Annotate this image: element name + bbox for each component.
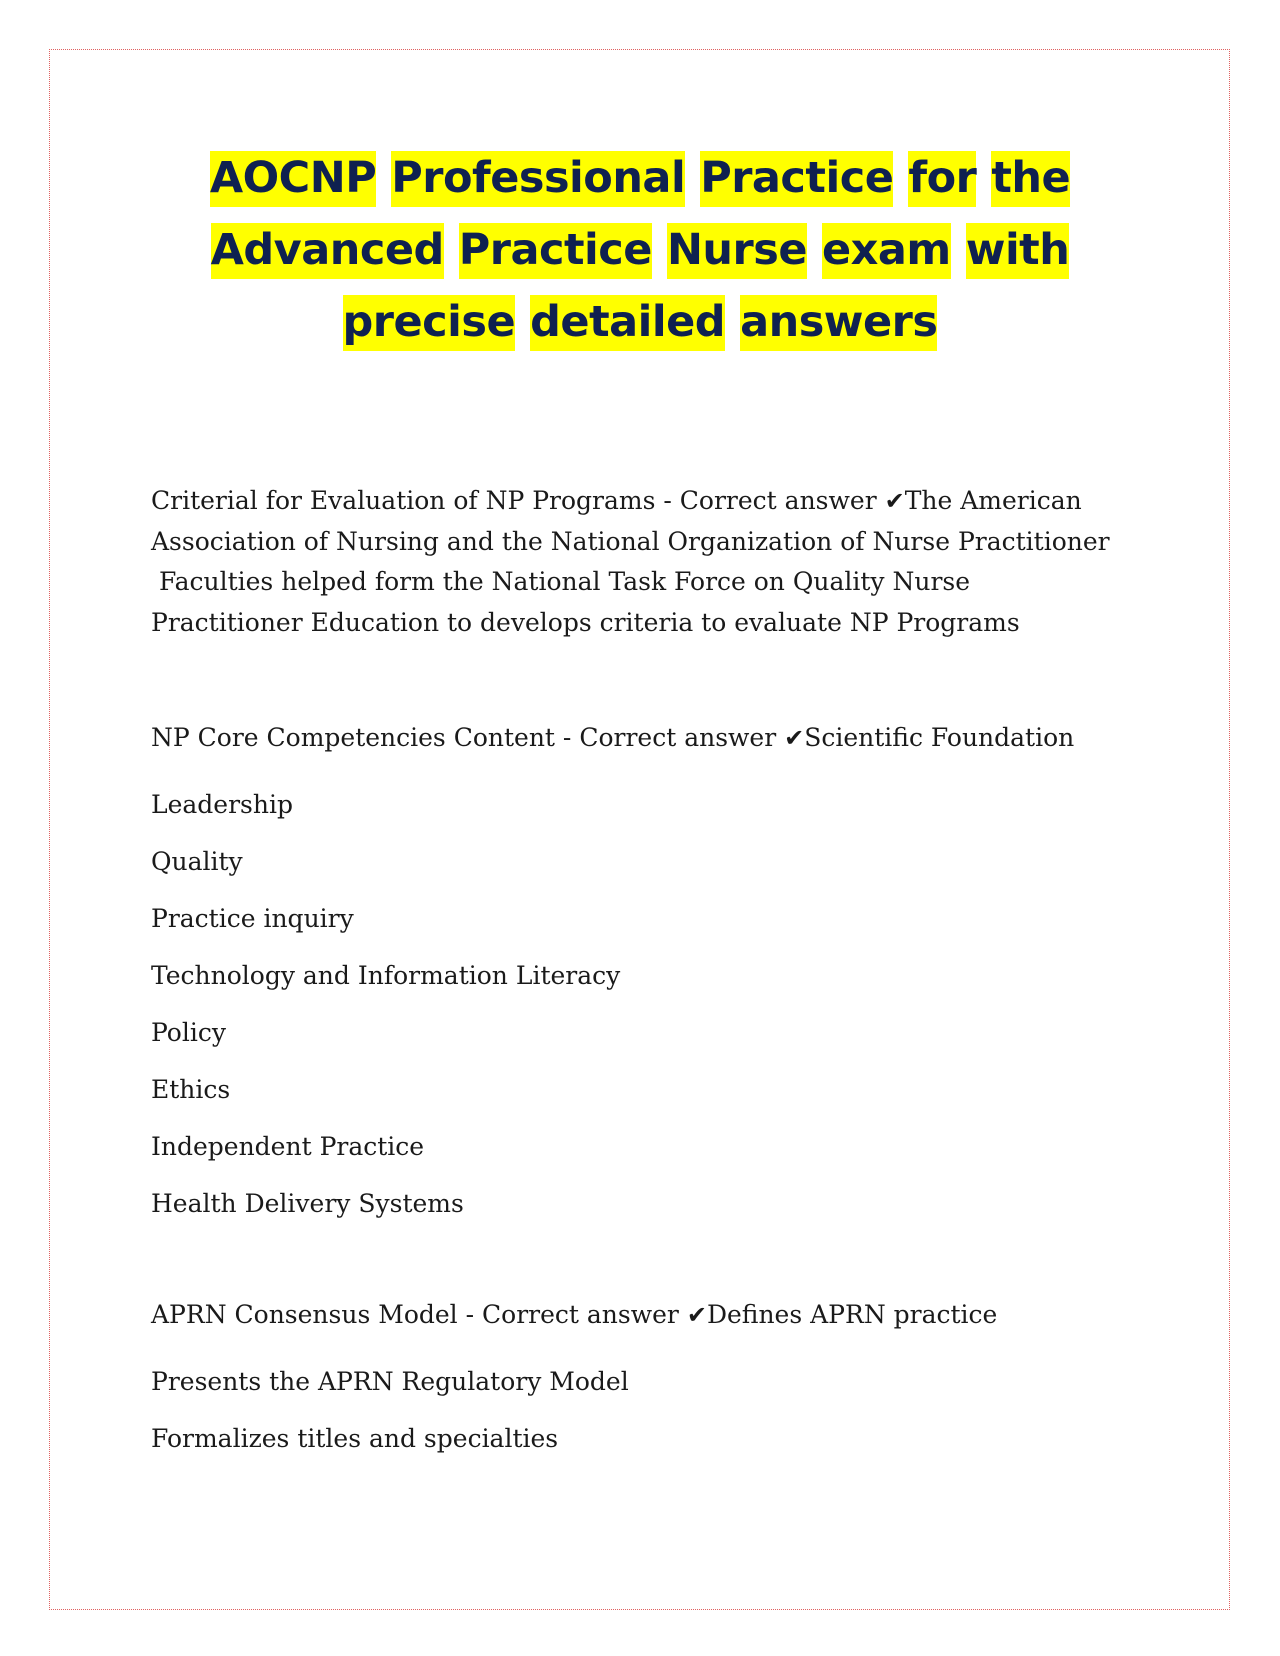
qa-item-core-competencies <box>151 718 1074 758</box>
title-word: Advanced <box>211 223 444 279</box>
list-item: Formalizes titles and specialties <box>151 1424 559 1453</box>
question-term: APRN Consensus Model <box>151 1300 458 1329</box>
title-word: answers <box>740 295 937 351</box>
qa-item-evaluation-criteria <box>151 481 1110 643</box>
qa-line <box>151 1295 997 1335</box>
answer-line: Association of Nursing and the National Organization of Nurse Practitioner <box>151 526 1110 556</box>
answer-separator: - Correct answer <box>655 486 885 515</box>
check-icon: ✔ <box>686 1301 707 1329</box>
question-term: Criterial for Evaluation of NP Programs <box>151 486 656 515</box>
list-item: Policy <box>151 1018 226 1047</box>
qa-line <box>151 718 1074 758</box>
title-word: Nurse <box>667 223 807 279</box>
answer-text: The American <box>904 486 1082 515</box>
answer-text: Scientific Foundation <box>804 723 1075 752</box>
answer-line: Practitioner Education to develops criteria to evaluate NP Programs <box>151 607 1020 637</box>
list-item: Practice inquiry <box>151 904 354 933</box>
check-icon: ✔ <box>884 487 905 515</box>
title-word: AOCNP <box>210 151 376 207</box>
title-word: the <box>991 151 1070 207</box>
answer-text: Defines APRN practice <box>706 1300 998 1329</box>
title-word: Practice <box>459 223 652 279</box>
title-word: detailed <box>530 295 725 351</box>
consensus-list <box>151 1353 629 1467</box>
title-word: exam <box>822 223 951 279</box>
competency-list <box>151 776 620 1232</box>
list-item: Independent Practice <box>151 1132 425 1161</box>
list-item: Technology and Information Literacy <box>151 961 621 990</box>
list-item: Ethics <box>151 1075 231 1104</box>
title-word: Practice <box>700 151 893 207</box>
list-item: Presents the APRN Regulatory Model <box>151 1367 629 1396</box>
answer-separator: - Correct answer <box>457 1300 687 1329</box>
check-icon: ✔ <box>784 724 805 752</box>
document-title <box>150 142 1130 358</box>
title-word: Professional <box>391 151 685 207</box>
title-word: with <box>966 223 1070 279</box>
list-item: Leadership <box>151 790 293 819</box>
question-term: NP Core Competencies Content <box>151 723 555 752</box>
answer-separator: - Correct answer <box>554 723 785 752</box>
qa-line <box>151 481 1110 522</box>
answer-line: Faculties helped form the National Task Force on Quality Nurse <box>151 567 971 596</box>
title-word: precise <box>343 295 516 351</box>
list-item: Health Delivery Systems <box>151 1189 464 1218</box>
title-word: for <box>908 151 976 207</box>
list-item: Quality <box>151 847 243 876</box>
qa-item-consensus-model <box>151 1295 997 1335</box>
